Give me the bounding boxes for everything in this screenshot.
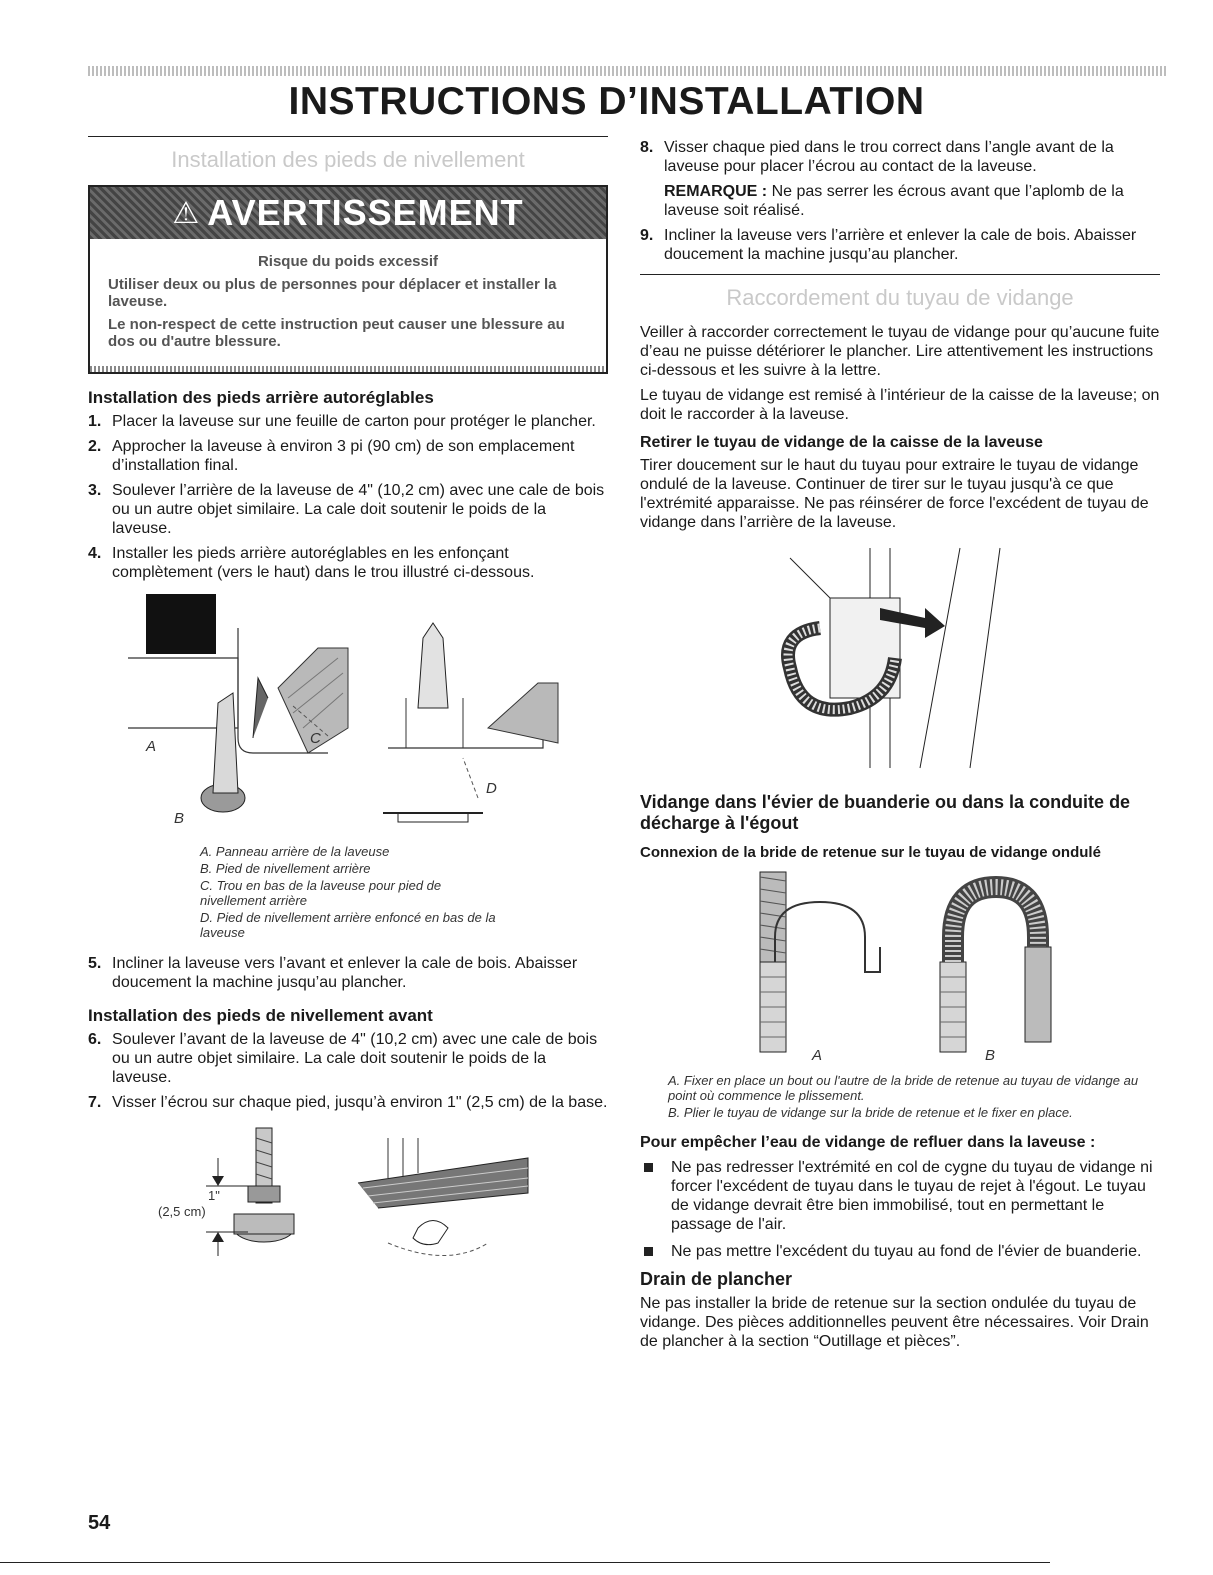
remove-hose-heading: Retirer le tuyau de vidange de la caisse de la laveuse	[640, 434, 1043, 451]
bullet-item	[640, 1158, 1160, 1234]
remark-text: Ne pas serrer les écrous avant que l’aplomb de la laveuse soit réalisé.	[664, 183, 1124, 219]
step-text: Placer la laveuse sur une feuille de carton pour protéger le plancher.	[112, 413, 596, 430]
warning-box	[88, 185, 608, 374]
step-item	[640, 138, 1160, 220]
step-item	[88, 544, 608, 582]
step-text: Incliner la laveuse vers l’arrière et enlever la cale de bois. Abaisser doucement la machine jusqu’au plancher.	[664, 227, 1137, 263]
backflow-bullets	[640, 1158, 1160, 1261]
top-dither-band	[88, 66, 1168, 76]
warning-triangle-icon: ⚠	[172, 196, 200, 230]
step-number: 9.	[640, 227, 654, 244]
front-foot-illustration	[88, 1118, 608, 1278]
rear-foot-illustration	[88, 588, 608, 838]
caption-line: B. Plier le tuyau de vidange sur la bride de retenue et le fixer en place.	[668, 1105, 1073, 1120]
step-number: 6.	[88, 1031, 102, 1048]
hose-removal-illustration	[640, 538, 1160, 778]
step-item	[88, 437, 608, 475]
step-item	[88, 412, 608, 431]
rear-foot-drawing	[88, 588, 608, 838]
step-text: Soulever l’avant de la laveuse de 4" (10,2 cm) avec une cale de bois ou un autre objet similaire. La cale doit soutenir le poids de la laveuse.	[112, 1031, 598, 1086]
rear-feet-steps	[88, 412, 608, 582]
step-number: 3.	[88, 482, 102, 499]
fig-label-a: A	[146, 738, 157, 755]
step-item	[88, 954, 608, 992]
step-number: 2.	[88, 438, 102, 455]
clip-label-a: A	[812, 1047, 823, 1064]
bullet-square-icon	[644, 1247, 653, 1256]
drain-intro-1: Veiller à raccorder correctement le tuyau de vidange pour qu’aucune fuite d’eau ne puisse détériorer le plancher. Lire attentivement les instructions ci-dessous et les suivre à la lettre.	[640, 324, 1160, 379]
remove-hose-text: Tirer doucement sur le haut du tuyau pour extraire le tuyau de vidange ondulé de la laveuse. Continuer de tirer sur le tuyau jusqu'à ce que l'extrémité apparaisse. Ne pas réinsérer de force l'excédent de tuyau de vidange dans l’arrière de la laveuse.	[640, 457, 1149, 531]
step-item	[88, 481, 608, 538]
fig-label-c: C	[310, 730, 321, 747]
step-number: 1.	[88, 413, 102, 430]
caption-line: D. Pied de nivellement arrière enfoncé en bas de la laveuse	[200, 910, 496, 940]
front-feet-steps	[88, 1030, 608, 1112]
dimension-cm: (2,5 cm)	[158, 1204, 206, 1219]
fig-label-b: B	[174, 810, 185, 827]
fig-label-d: D	[486, 780, 497, 797]
step-text: Incliner la laveuse vers l’avant et enlever la cale de bois. Abaisser doucement la machine jusqu’au plancher.	[112, 955, 578, 991]
drain-clip-illustration	[640, 867, 1160, 1067]
drain-clip-drawing	[640, 867, 1160, 1067]
clip-label-b: B	[985, 1047, 996, 1064]
sink-drain-heading: Vidange dans l'évier de buanderie ou dans la conduite de décharge à l'égout	[640, 792, 1131, 833]
remark-label: REMARQUE :	[664, 183, 768, 200]
section-rule	[88, 136, 608, 137]
step-text: Approcher la laveuse à environ 3 pi (90 cm) de son emplacement d’installation final.	[112, 438, 575, 474]
right-column	[640, 136, 1160, 1357]
rear-foot-caption	[200, 844, 500, 940]
hose-removal-drawing	[640, 538, 1160, 778]
step-text: Installer les pieds arrière autoréglables en les enfonçant complètement (vers le haut) dans le trou illustré ci-dessous.	[112, 545, 535, 581]
step-text: Soulever l’arrière de la laveuse de 4" (10,2 cm) avec une cale de bois ou un autre objet similaire. La cale doit soutenir le poids de la laveuse.	[112, 482, 605, 537]
step-item	[88, 1030, 608, 1087]
step-text: Visser l’écrou sur chaque pied, jusqu’à environ 1" (2,5 cm) de la base.	[112, 1094, 608, 1111]
warning-header	[90, 187, 606, 239]
bullet-square-icon	[644, 1163, 653, 1172]
caption-line: B. Pied de nivellement arrière	[200, 861, 371, 876]
front-feet-heading: Installation des pieds de nivellement avant	[88, 1006, 433, 1025]
warning-label: AVERTISSEMENT	[207, 192, 524, 233]
bullet-text: Ne pas redresser l'extrémité en col de cygne du tuyau de vidange ni forcer l'excédent de tuyau dans le tuyau de rejet à l'égout. Le tuyau de vidange devrait être bien immobilisé, tout en permettant le passage de l'air.	[671, 1159, 1153, 1233]
step-number: 8.	[640, 139, 654, 156]
warning-subtitle: Risque du poids excessif	[257, 253, 439, 270]
step-item	[640, 226, 1160, 264]
steps-8-9	[640, 138, 1160, 264]
remark	[664, 182, 1160, 220]
floor-drain-text: Ne pas installer la bride de retenue sur la section ondulée du tuyau de vidange. Des pièces additionnelles peuvent être nécessaires. Voir Drain de plancher à la section “Outillage et pièces”.	[640, 1295, 1149, 1350]
bullet-item	[640, 1242, 1160, 1261]
warning-paragraph-2: Le non-respect de cette instruction peut causer une blessure au dos ou d'autre blessure.	[108, 316, 565, 350]
section-title-leveling-feet: Installation des pieds de nivellement	[171, 147, 525, 172]
section-title-drain-hose: Raccordement du tuyau de vidange	[726, 285, 1074, 310]
page-title: INSTRUCTIONS D’INSTALLATION	[288, 80, 925, 123]
step-content	[664, 138, 1160, 220]
caption-line: A. Panneau arrière de la laveuse	[200, 844, 390, 859]
clip-heading: Connexion de la bride de retenue sur le tuyau de vidange ondulé	[640, 844, 1101, 861]
dimension-inch: 1"	[208, 1188, 220, 1203]
warning-body	[90, 239, 606, 366]
step-text: Visser chaque pied dans le trou correct dans l’angle avant de la laveuse pour placer l’écrou au contact de la laveuse.	[664, 139, 1114, 175]
bullet-text: Ne pas mettre l'excédent du tuyau au fond de l'évier de buanderie.	[671, 1243, 1142, 1260]
front-foot-drawing	[88, 1118, 608, 1278]
step-number: 5.	[88, 955, 102, 972]
section-rule	[640, 274, 1160, 275]
warning-bottom-band	[90, 366, 606, 372]
backflow-heading: Pour empêcher l’eau de vidange de refluer dans la laveuse :	[640, 1134, 1096, 1151]
left-column	[88, 136, 608, 1284]
floor-drain-heading: Drain de plancher	[640, 1269, 793, 1289]
drain-intro-2: Le tuyau de vidange est remisé à l’intérieur de la caisse de la laveuse; on doit le raccorder à la laveuse.	[640, 387, 1160, 423]
caption-line: A. Fixer en place un bout ou l'autre de la bride de retenue au tuyau de vidange au point où commence le plissement.	[668, 1073, 1139, 1103]
step-number: 7.	[88, 1094, 102, 1111]
step-number: 4.	[88, 545, 102, 562]
drain-clip-caption	[668, 1073, 1160, 1120]
caption-line: C. Trou en bas de la laveuse pour pied de nivellement arrière	[200, 878, 442, 908]
step-5-list	[88, 954, 608, 992]
page-number: 54	[88, 1512, 111, 1534]
rear-feet-heading: Installation des pieds arrière autoréglables	[88, 388, 434, 407]
step-item	[88, 1093, 608, 1112]
warning-paragraph-1: Utiliser deux ou plus de personnes pour déplacer et installer la laveuse.	[108, 276, 557, 310]
bottom-rule	[0, 1562, 1050, 1563]
